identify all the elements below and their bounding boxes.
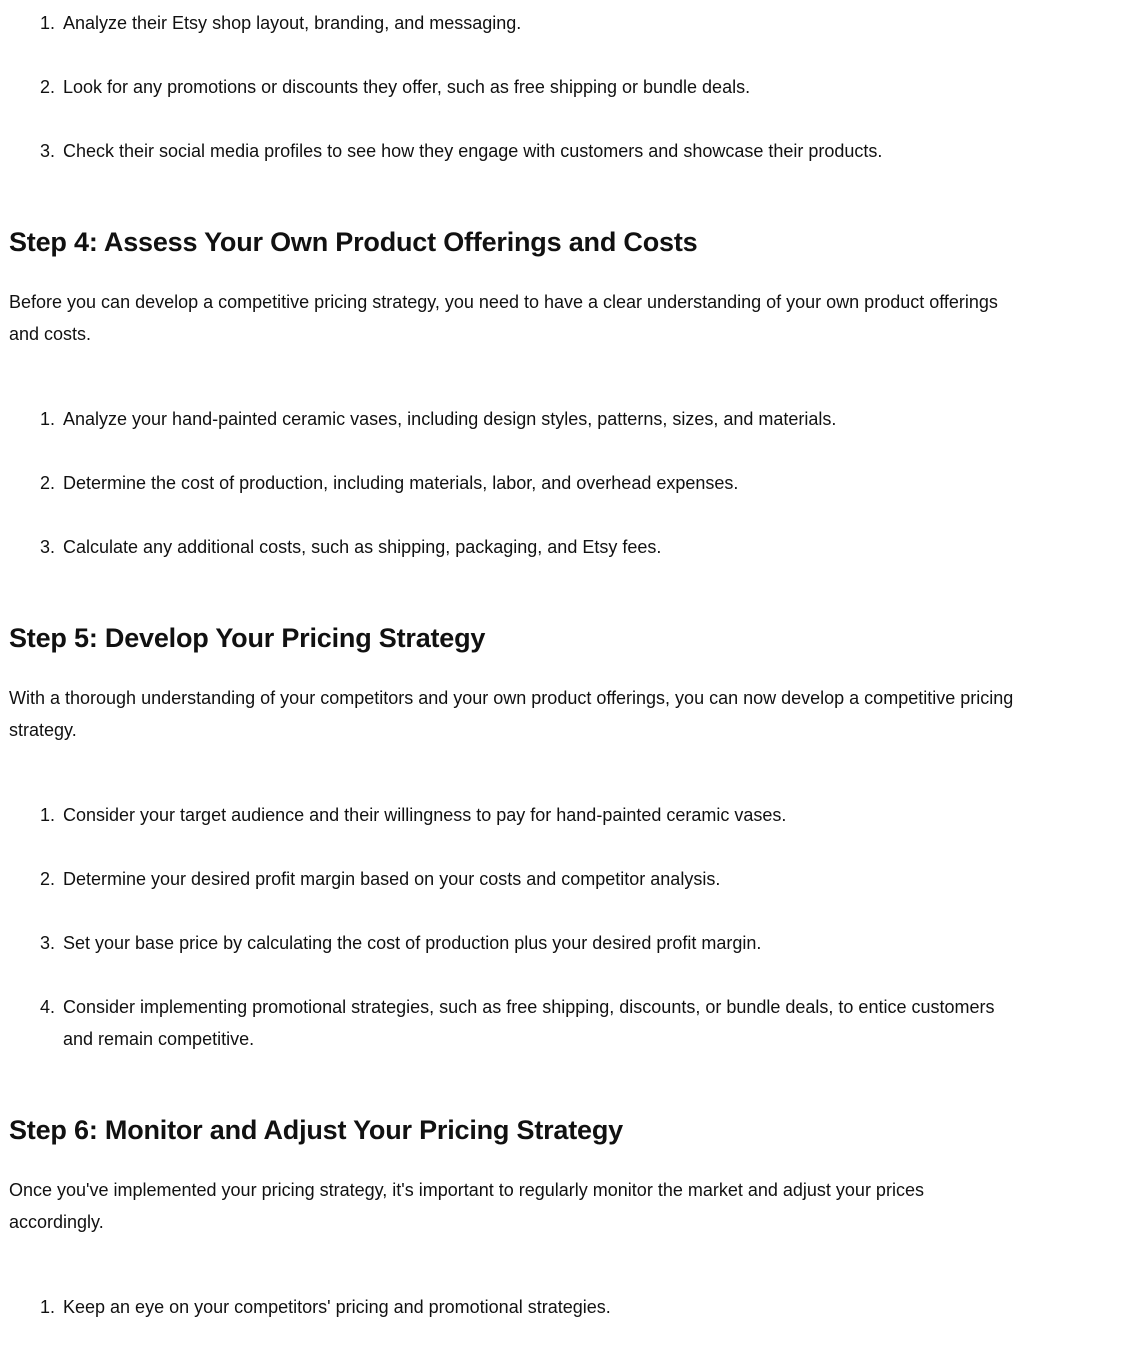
paragraph-step-6-intro: Once you've implemented your pricing strategy, it's important to regularly monitor the market and adjust your prices accordingly. (9, 1180, 924, 1232)
section-heading-step-6: Step 6: Monitor and Adjust Your Pricing Strategy (9, 1115, 623, 1145)
list-item: Set your base price by calculating the cost of production plus your desired profit margin. (63, 933, 762, 953)
ordered-list-step-4 (9, 403, 1019, 595)
list-item: Consider your target audience and their willingness to pay for hand-painted ceramic vases. (63, 805, 787, 825)
ordered-list-competitor-research (9, 7, 1019, 199)
list-item: Analyze their Etsy shop layout, branding, and messaging. (63, 13, 522, 33)
list-item: Calculate any additional costs, such as shipping, packaging, and Etsy fees. (63, 537, 662, 557)
ordered-list-step-5 (9, 799, 1019, 1087)
list-item: Look for any promotions or discounts they offer, such as free shipping or bundle deals. (63, 77, 751, 97)
paragraph-step-5-intro: With a thorough understanding of your competitors and your own product offerings, you can now develop a competitive pricing strategy. (9, 688, 1014, 740)
section-heading-step-5: Step 5: Develop Your Pricing Strategy (9, 623, 486, 653)
list-item: Determine the cost of production, including materials, labor, and overhead expenses. (63, 473, 739, 493)
list-item: Keep an eye on your competitors' pricing and promotional strategies. (63, 1297, 611, 1317)
paragraph-step-4-intro: Before you can develop a competitive pricing strategy, you need to have a clear understanding of your own product offerings and costs. (9, 292, 998, 344)
ordered-list-step-6 (9, 1291, 1019, 1355)
list-item: Determine your desired profit margin based on your costs and competitor analysis. (63, 869, 721, 889)
list-item: Consider implementing promotional strategies, such as free shipping, discounts, or bundle deals, to entice customers and remain competitive. (63, 997, 995, 1049)
list-item: Check their social media profiles to see how they engage with customers and showcase their products. (63, 141, 883, 161)
list-item: Analyze your hand-painted ceramic vases, including design styles, patterns, sizes, and materials. (63, 409, 837, 429)
section-heading-step-4: Step 4: Assess Your Own Product Offerings and Costs (9, 227, 698, 257)
